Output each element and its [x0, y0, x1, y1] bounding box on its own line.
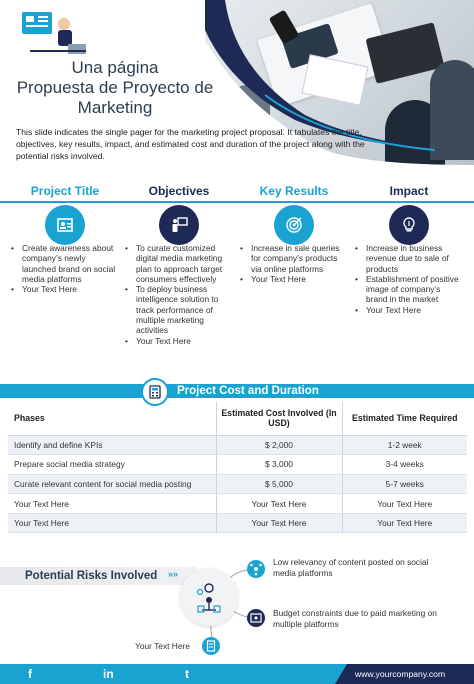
- risk-item-budget: Budget constraints due to paid marketing on multiple platforms: [273, 608, 437, 629]
- facebook-icon[interactable]: f: [28, 667, 32, 681]
- column-header-time: Estimated Time Required: [342, 402, 467, 435]
- risk-item-placeholder: Your Text Here: [135, 641, 190, 651]
- presenter-icon: [159, 205, 199, 245]
- phase-cell: Curate relevant content for social media posting: [8, 474, 216, 494]
- document-icon: [202, 637, 220, 655]
- double-chevron-icon: »»: [168, 569, 179, 579]
- list-item: • Your Text Here: [122, 336, 230, 346]
- target-icon: [274, 205, 314, 245]
- cost-section-title: Project Cost and Duration: [177, 385, 319, 397]
- bulb-icon: [389, 205, 429, 245]
- table-row: [8, 455, 467, 475]
- cost-table: [8, 402, 467, 533]
- budget-icon: [247, 609, 265, 627]
- table-row: [8, 494, 467, 514]
- table-row: [8, 513, 467, 533]
- section-divider: [0, 201, 474, 203]
- company-website-link[interactable]: www.yourcompany.com: [355, 669, 446, 679]
- time-cell: Your Text Here: [342, 513, 467, 533]
- section-heading-objectives: Objectives: [148, 184, 210, 198]
- cost-cell: $ 2,000: [216, 435, 342, 455]
- risk-section-title: Potential Risks Involved: [25, 570, 158, 582]
- cost-cell: Your Text Here: [216, 494, 342, 514]
- title-line-3: Marketing: [77, 98, 153, 117]
- table-row: [8, 474, 467, 494]
- cost-cell: $ 5,000: [216, 474, 342, 494]
- phase-cell: Prepare social media strategy: [8, 455, 216, 475]
- cost-cell: $ 3,000: [216, 455, 342, 475]
- list-item: • To deploy business intelligence solution to track performance of multiple marketing activities: [122, 284, 230, 335]
- title-line-1: Una página: [71, 58, 159, 77]
- column-header-cost: Estimated Cost Involved (In USD): [216, 402, 342, 435]
- cost-cell: Your Text Here: [216, 513, 342, 533]
- time-cell: 3-4 weeks: [342, 455, 467, 475]
- risk-item-content-relevancy: Low relevancy of content posted on social media platforms: [273, 557, 429, 578]
- section-heading-key-results: Key Results: [259, 184, 329, 198]
- list-item: • Increase in business revenue due to sale of products: [352, 243, 460, 274]
- list-item: • Establishment of positive image of company’s brand in the market: [352, 274, 460, 305]
- objectives-list: [122, 243, 230, 346]
- page-description: This slide indicates the single pager for the marketing project proposal. It tabulates the title, objectives, key results, impact, and estimated cost and duration of the project along with the potential risks involved.: [16, 127, 365, 161]
- time-cell: 1-2 week: [342, 435, 467, 455]
- list-item: • Your Text Here: [352, 305, 460, 315]
- risk-hub-icon: [180, 568, 238, 626]
- table-row: [8, 435, 467, 455]
- project-title-list: [8, 243, 116, 294]
- phase-cell: Your Text Here: [8, 513, 216, 533]
- title-line-2: Propuesta de Proyecto de: [16, 78, 214, 97]
- section-heading-impact: Impact: [389, 184, 429, 198]
- impact-list: [352, 243, 460, 315]
- list-item: • Increase in sale queries for company’s products via online platforms: [237, 243, 345, 274]
- list-item: • Your Text Here: [8, 284, 116, 294]
- page-title: [0, 58, 230, 118]
- column-header-phases: Phases: [8, 402, 216, 435]
- key-results-list: [237, 243, 345, 284]
- list-item: • Create awareness about company’s newly launched brand on social media platforms: [8, 243, 116, 284]
- twitter-icon[interactable]: t: [185, 667, 189, 681]
- table-header-row: [8, 402, 467, 435]
- presentation-illustration: [20, 10, 88, 58]
- phase-cell: Identify and define KPIs: [8, 435, 216, 455]
- time-cell: 5-7 weeks: [342, 474, 467, 494]
- time-cell: Your Text Here: [342, 494, 467, 514]
- section-heading-project-title: Project Title: [30, 184, 100, 198]
- id-badge-icon: [45, 205, 85, 245]
- network-icon: [247, 560, 265, 578]
- phase-cell: Your Text Here: [8, 494, 216, 514]
- linkedin-icon[interactable]: in: [103, 667, 114, 681]
- list-item: • To curate customized digital media marketing plan to approach target consumers effectively: [122, 243, 230, 284]
- list-item: • Your Text Here: [237, 274, 345, 284]
